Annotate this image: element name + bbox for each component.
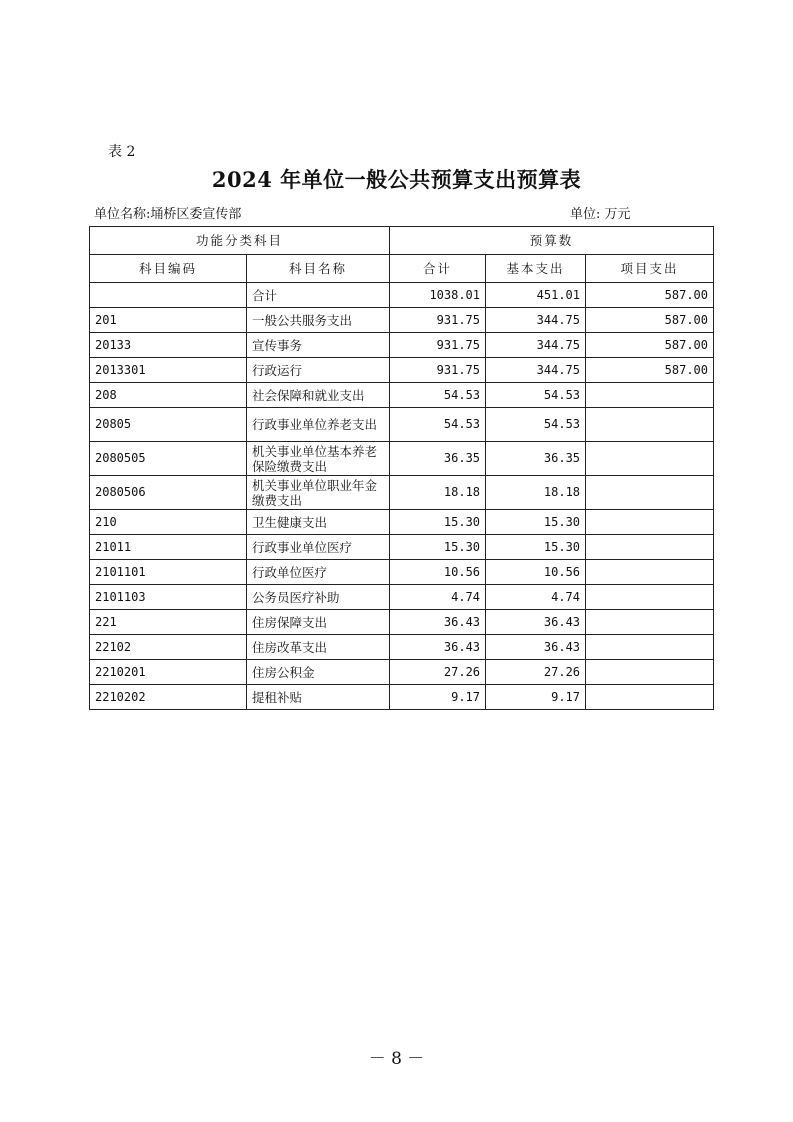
- cell-total: 36.35: [390, 442, 486, 476]
- cell-name: 住房公积金: [247, 660, 390, 685]
- table-row: [90, 560, 714, 585]
- cell-basic: 451.01: [486, 283, 586, 308]
- cell-total: 36.43: [390, 635, 486, 660]
- cell-project: [586, 635, 714, 660]
- cell-name: 机关事业单位职业年金缴费支出: [247, 476, 390, 510]
- cell-name: 机关事业单位基本养老保险缴费支出: [247, 442, 390, 476]
- column-header-basic: 基本支出: [486, 255, 586, 283]
- cell-name: 社会保障和就业支出: [247, 383, 390, 408]
- cell-total: 36.43: [390, 610, 486, 635]
- cell-name: 行政单位医疗: [247, 560, 390, 585]
- cell-total: 15.30: [390, 535, 486, 560]
- cell-name: 行政运行: [247, 358, 390, 383]
- cell-code: 2210201: [90, 660, 247, 685]
- cell-total: 1038.01: [390, 283, 486, 308]
- header-functional-classification: 功能分类科目: [90, 227, 390, 255]
- cell-basic: 27.26: [486, 660, 586, 685]
- cell-total: 27.26: [390, 660, 486, 685]
- cell-project: [586, 510, 714, 535]
- table-group-header-row: [90, 227, 714, 255]
- cell-basic: 344.75: [486, 308, 586, 333]
- cell-basic: 36.43: [486, 635, 586, 660]
- cell-basic: 54.53: [486, 408, 586, 442]
- cell-name: 卫生健康支出: [247, 510, 390, 535]
- cell-basic: 36.43: [486, 610, 586, 635]
- cell-total: 15.30: [390, 510, 486, 535]
- header-budget-amount: 预算数: [390, 227, 714, 255]
- cell-code: 201: [90, 308, 247, 333]
- cell-total: 931.75: [390, 308, 486, 333]
- cell-name: 宣传事务: [247, 333, 390, 358]
- table-row: [90, 660, 714, 685]
- cell-project: [586, 585, 714, 610]
- cell-name: 行政事业单位养老支出: [247, 408, 390, 442]
- cell-code: 210: [90, 510, 247, 535]
- table-row: [90, 685, 714, 710]
- cell-project: [586, 685, 714, 710]
- cell-project: [586, 408, 714, 442]
- cell-code: [90, 283, 247, 308]
- cell-basic: 15.30: [486, 510, 586, 535]
- cell-code: 221: [90, 610, 247, 635]
- cell-code: 22102: [90, 635, 247, 660]
- page-number: － 8 －: [368, 1049, 425, 1069]
- cell-basic: 18.18: [486, 476, 586, 510]
- table-row: [90, 283, 714, 308]
- table-row: [90, 308, 714, 333]
- cell-code: 2080506: [90, 476, 247, 510]
- table-row: [90, 476, 714, 510]
- cell-name: 合计: [247, 283, 390, 308]
- cell-code: 2101101: [90, 560, 247, 585]
- cell-total: 931.75: [390, 333, 486, 358]
- cell-project: [586, 535, 714, 560]
- unit-label: 单位: 万元: [570, 207, 631, 222]
- cell-code: 20805: [90, 408, 247, 442]
- cell-name: 住房改革支出: [247, 635, 390, 660]
- cell-total: 10.56: [390, 560, 486, 585]
- cell-project: [586, 476, 714, 510]
- table-row: [90, 408, 714, 442]
- cell-project: [586, 660, 714, 685]
- cell-project: 587.00: [586, 333, 714, 358]
- table-column-header-row: [90, 255, 714, 283]
- table-row: [90, 383, 714, 408]
- cell-code: 208: [90, 383, 247, 408]
- table-row: [90, 585, 714, 610]
- table-row: [90, 442, 714, 476]
- cell-basic: 4.74: [486, 585, 586, 610]
- cell-name: 住房保障支出: [247, 610, 390, 635]
- cell-total: 54.53: [390, 383, 486, 408]
- cell-project: 587.00: [586, 283, 714, 308]
- table-row: [90, 333, 714, 358]
- budget-table: [89, 226, 714, 710]
- cell-name: 提租补贴: [247, 685, 390, 710]
- column-header-total: 合计: [390, 255, 486, 283]
- table-row: [90, 610, 714, 635]
- table-label: 表 2: [108, 144, 136, 160]
- column-header-project: 项目支出: [586, 255, 714, 283]
- cell-code: 2101103: [90, 585, 247, 610]
- cell-basic: 15.30: [486, 535, 586, 560]
- cell-total: 9.17: [390, 685, 486, 710]
- cell-code: 2080505: [90, 442, 247, 476]
- cell-project: [586, 610, 714, 635]
- unit-name: 单位名称:埇桥区委宣传部: [94, 207, 242, 222]
- table-row: [90, 510, 714, 535]
- cell-project: [586, 442, 714, 476]
- table-row: [90, 635, 714, 660]
- cell-total: 4.74: [390, 585, 486, 610]
- cell-project: [586, 560, 714, 585]
- cell-basic: 54.53: [486, 383, 586, 408]
- cell-project: 587.00: [586, 358, 714, 383]
- cell-code: 2013301: [90, 358, 247, 383]
- cell-code: 2210202: [90, 685, 247, 710]
- cell-basic: 344.75: [486, 358, 586, 383]
- cell-total: 931.75: [390, 358, 486, 383]
- cell-project: 587.00: [586, 308, 714, 333]
- cell-basic: 36.35: [486, 442, 586, 476]
- cell-name: 公务员医疗补助: [247, 585, 390, 610]
- column-header-code: 科目编码: [90, 255, 247, 283]
- cell-basic: 344.75: [486, 333, 586, 358]
- page-title: 2024 年单位一般公共预算支出预算表: [211, 167, 582, 192]
- cell-project: [586, 383, 714, 408]
- column-header-name: 科目名称: [247, 255, 390, 283]
- cell-basic: 9.17: [486, 685, 586, 710]
- cell-name: 一般公共服务支出: [247, 308, 390, 333]
- cell-total: 54.53: [390, 408, 486, 442]
- table-row: [90, 358, 714, 383]
- cell-code: 21011: [90, 535, 247, 560]
- cell-total: 18.18: [390, 476, 486, 510]
- cell-code: 20133: [90, 333, 247, 358]
- table-row: [90, 535, 714, 560]
- cell-name: 行政事业单位医疗: [247, 535, 390, 560]
- cell-basic: 10.56: [486, 560, 586, 585]
